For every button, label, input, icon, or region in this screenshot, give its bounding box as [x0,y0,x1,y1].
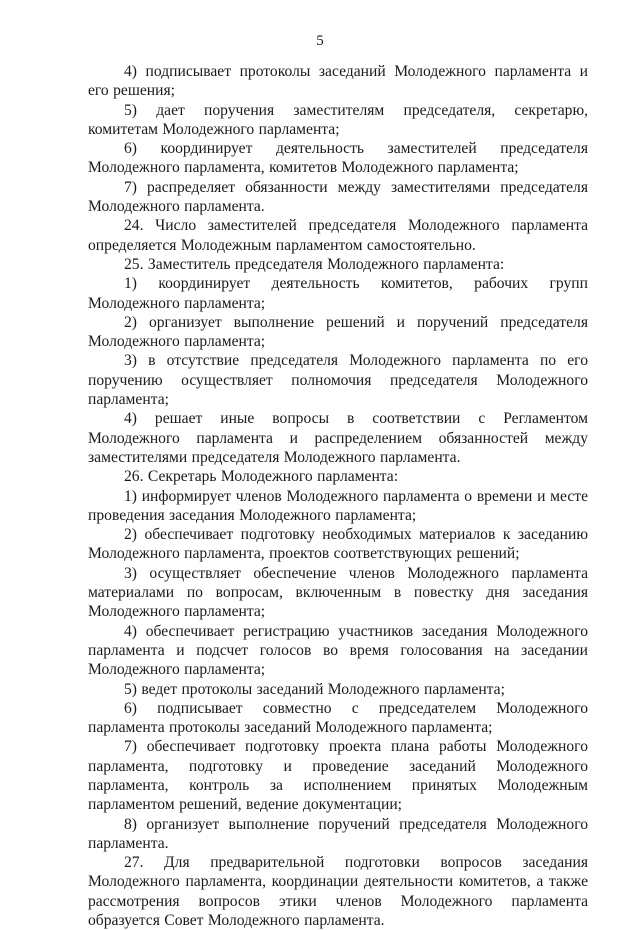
document-body [88,62,588,930]
paragraph: 24. Число заместителей председателя Молодежного парламента определяется Молодежным парламентом самостоятельно. [88,217,588,254]
paragraph: 2) обеспечивает подготовку необходимых материалов к заседанию Молодежного парламента, проектов соответствующих решений; [88,526,588,563]
paragraph: 25. Заместитель председателя Молодежного парламента: [124,255,505,273]
paragraph: 4) подписывает протоколы заседаний Молодежного парламента и его решения; [88,63,588,100]
paragraph: 6) подписывает совместно с председателем Молодежного парламента протоколы заседаний Молодежного парламента; [88,699,588,737]
paragraph: 27. Для предварительной подготовки вопросов заседания Молодежного парламента, координации деятельности комитетов, а также рассмотрения вопросов этики членов Молодежного парламента образуется Совет Молодежного парламента. [88,854,588,930]
paragraph: 3) в отсутствие председателя Молодежного парламента по его поручению осуществляет полномочия председателя Молодежного парламента; [88,352,588,409]
paragraph: 5) ведет протоколы заседаний Молодежного парламента; [124,680,505,698]
paragraph: 1) информирует членов Молодежного парламента о времени и месте проведения заседания Молодежного парламента; [88,487,588,524]
paragraph: 8) организует выполнение поручений председателя Молодежного парламента. [88,815,588,852]
paragraph: 4) обеспечивает регистрацию участников заседания Молодежного парламента и подсчет голосов во время голосования на заседании Молодежного парламента; [88,622,588,679]
paragraph: 7) обеспечивает подготовку проекта плана работы Молодежного парламента, подготовку и проведение заседаний Молодежного парламента, контроль за исполнением принятых Молодежным парламентом решений, ведение документации; [88,738,588,814]
paragraph: 26. Секретарь Молодежного парламента: [124,468,399,486]
page-number: 5 [316,33,324,49]
paragraph: 1) координирует деятельность комитетов, рабочих групп Молодежного парламента; [88,275,588,312]
paragraph: 6) координирует деятельность заместителей председателя Молодежного парламента, комитетов Молодежного парламента; [88,140,588,177]
paragraph: 4) решает иные вопросы в соответствии с Регламентом Молодежного парламента и распределением обязанностей между заместителями председателя Молодежного парламента. [88,410,588,466]
paragraph: 5) дает поручения заместителям председателя, секретарю, комитетам Молодежного парламента; [88,101,588,138]
paragraph: 3) осуществляет обеспечение членов Молодежного парламента материалами по вопросам, включенным в повестку дня заседания Молодежного парламента; [88,564,588,621]
paragraph: 7) распределяет обязанности между заместителями председателя Молодежного парламента. [88,178,588,216]
paragraph: 2) организует выполнение решений и поручений председателя Молодежного парламента; [88,313,588,351]
